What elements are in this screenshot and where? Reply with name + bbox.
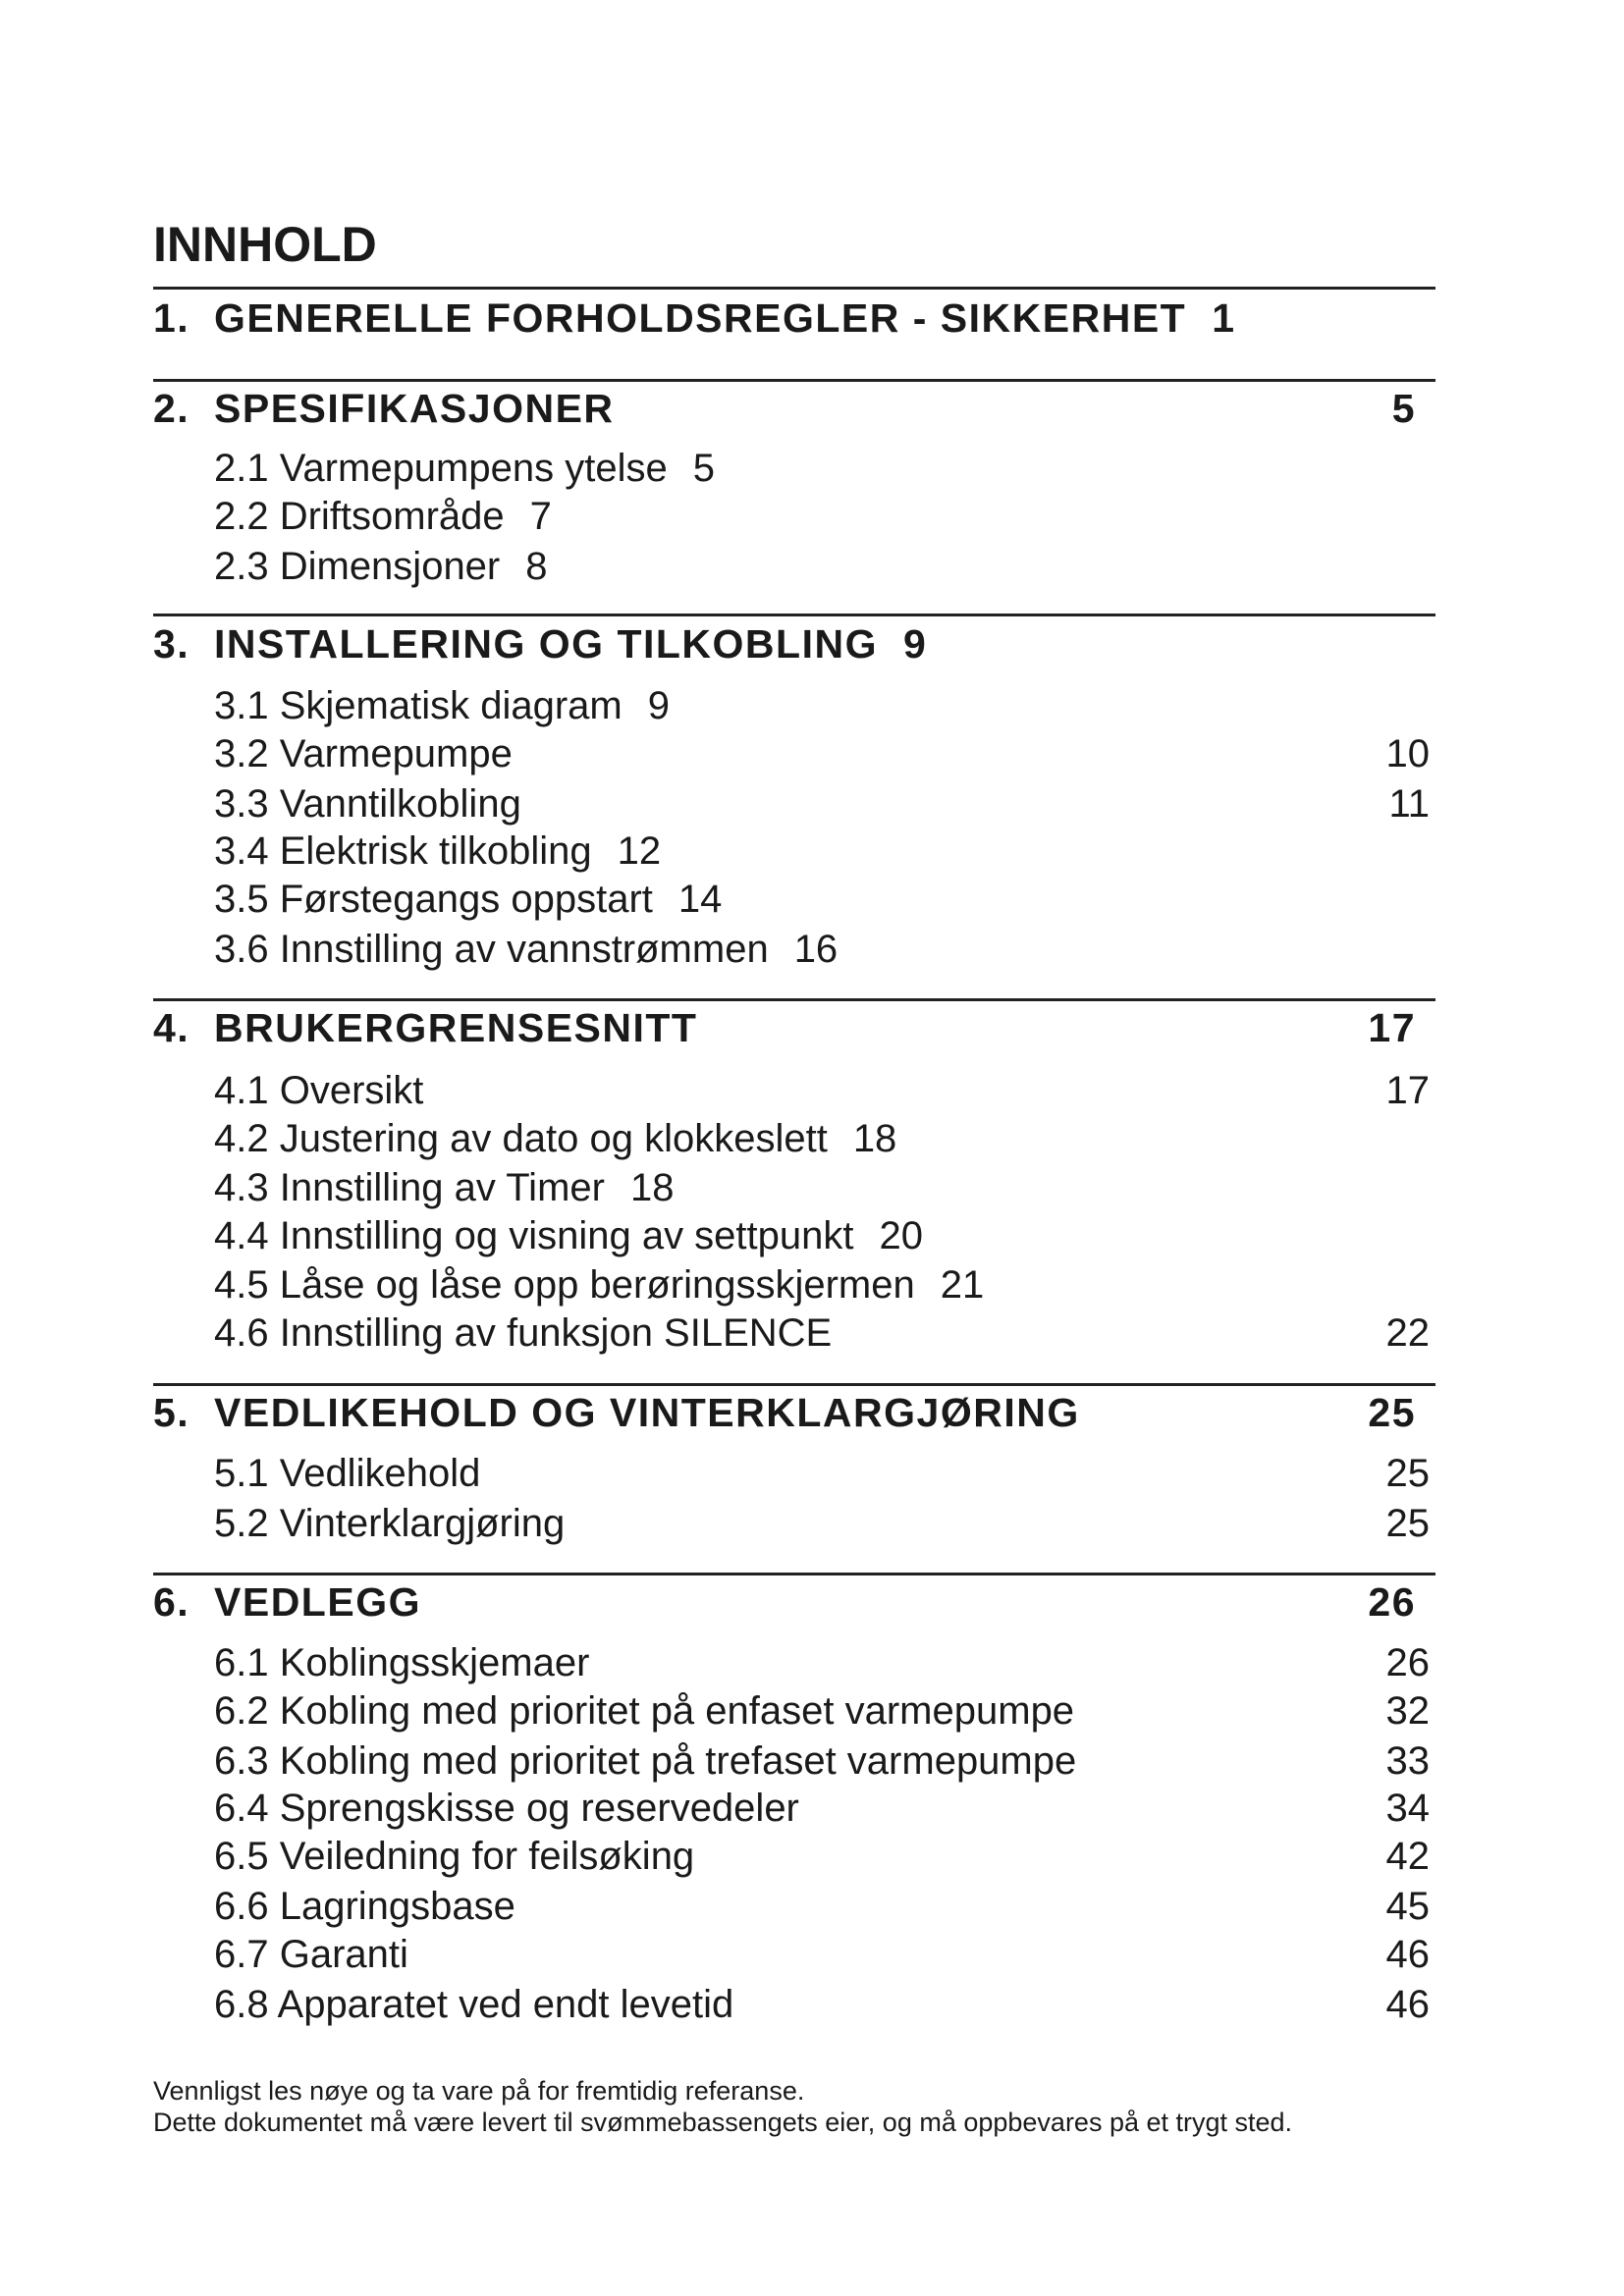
subsection-page-number: 17 — [1385, 1069, 1430, 1112]
section-divider — [153, 287, 1435, 290]
toc-subsection[interactable] — [214, 876, 1439, 923]
subsection-page-number: 34 — [1385, 1787, 1430, 1830]
subsection-label: 6.7 Garanti — [214, 1933, 408, 1976]
toc-subsection[interactable] — [214, 493, 1439, 540]
section-number: 6. — [153, 1579, 190, 1625]
subsection-label: 6.8 Apparatet ved endt levetid — [214, 1983, 734, 2026]
subsection-page-number: 25 — [1385, 1452, 1430, 1495]
subsection-page-number: 45 — [1385, 1885, 1430, 1928]
subsection-label: 6.1 Koblingsskjemaer — [214, 1641, 590, 1684]
section-number: 5. — [153, 1390, 190, 1435]
toc-subsection[interactable] — [214, 1164, 1439, 1211]
subsection-label: 5.2 Vinterklargjøring — [214, 1502, 566, 1545]
section-page-number: 17 — [1368, 1005, 1416, 1050]
subsection-page-number: 18 — [629, 1166, 675, 1209]
section-page-number: 1 — [1212, 295, 1236, 341]
toc-subsection[interactable] — [214, 1833, 1439, 1880]
subsection-label: 4.4 Innstilling og visning av settpunkt — [214, 1214, 854, 1257]
toc-subsection[interactable] — [214, 1450, 1439, 1497]
section-page-number: 26 — [1368, 1579, 1416, 1625]
section-divider — [153, 1573, 1435, 1575]
subsection-label: 3.4 Elektrisk tilkobling — [214, 829, 592, 873]
section-divider — [153, 379, 1435, 382]
section-page-number: 5 — [1391, 386, 1416, 431]
subsection-page-number: 26 — [1385, 1641, 1430, 1684]
subsection-label: 6.3 Kobling med prioritet på trefaset varmepumpe — [214, 1739, 1077, 1783]
toc-title: INNHOLD — [153, 217, 377, 272]
subsection-label: 4.5 Låse og låse opp berøringsskjermen — [214, 1263, 915, 1307]
section-number: 4. — [153, 1005, 190, 1050]
toc-section-2[interactable] — [153, 383, 1439, 434]
toc-subsection[interactable] — [214, 682, 1439, 729]
toc-subsection[interactable] — [214, 1687, 1439, 1735]
section-divider — [153, 614, 1435, 616]
toc-subsection[interactable] — [214, 1639, 1439, 1686]
subsection-label: 2.2 Driftsområde — [214, 495, 505, 538]
subsection-label: 3.5 Førstegangs oppstart — [214, 878, 653, 921]
subsection-page-number: 46 — [1385, 1983, 1430, 2026]
section-number: 2. — [153, 386, 190, 431]
subsection-page-number: 46 — [1385, 1933, 1430, 1976]
section-page-number: 9 — [902, 621, 928, 667]
subsection-page-number: 22 — [1385, 1311, 1430, 1355]
toc-section-3[interactable] — [153, 618, 1439, 669]
subsection-label: 3.3 Vanntilkobling — [214, 782, 521, 826]
toc-subsection[interactable] — [214, 730, 1439, 777]
section-title: GENERELLE FORHOLDSREGLER - SIKKERHET — [214, 295, 1187, 341]
subsection-label: 4.3 Innstilling av Timer — [214, 1166, 605, 1209]
subsection-page-number: 9 — [647, 684, 670, 727]
subsection-page-number: 33 — [1385, 1739, 1430, 1783]
subsection-label: 3.2 Varmepumpe — [214, 732, 513, 775]
subsection-page-number: 14 — [677, 878, 723, 921]
toc-subsection[interactable] — [214, 1785, 1439, 1832]
subsection-page-number: 18 — [852, 1117, 897, 1160]
footer-note-1: Vennligst les nøye og ta vare på for fremtidig referanse. — [153, 2076, 805, 2106]
toc-section-6[interactable] — [153, 1576, 1439, 1628]
subsection-label: 6.6 Lagringsbase — [214, 1885, 515, 1928]
toc-subsection[interactable] — [214, 926, 1439, 973]
subsection-page-number: 21 — [940, 1263, 985, 1307]
subsection-page-number: 5 — [692, 447, 715, 490]
toc-subsection[interactable] — [214, 1309, 1439, 1357]
toc-subsection[interactable] — [214, 1883, 1439, 1930]
subsection-label: 4.1 Oversikt — [214, 1069, 424, 1112]
subsection-label: 4.2 Justering av dato og klokkeslett — [214, 1117, 828, 1160]
toc-subsection[interactable] — [214, 1737, 1439, 1785]
subsection-page-number: 25 — [1385, 1502, 1430, 1545]
subsection-label: 3.1 Skjematisk diagram — [214, 684, 623, 727]
toc-section-1[interactable] — [153, 293, 1439, 344]
toc-subsection[interactable] — [214, 780, 1439, 828]
toc-subsection[interactable] — [214, 828, 1439, 875]
toc-subsection[interactable] — [214, 1067, 1439, 1114]
subsection-label: 2.1 Varmepumpens ytelse — [214, 447, 668, 490]
toc-subsection[interactable] — [214, 1261, 1439, 1308]
subsection-page-number: 16 — [793, 928, 839, 971]
toc-subsection[interactable] — [214, 1931, 1439, 1978]
subsection-label: 6.2 Kobling med prioritet på enfaset varmepumpe — [214, 1689, 1075, 1733]
subsection-page-number: 7 — [529, 495, 552, 538]
toc-subsection[interactable] — [214, 445, 1439, 492]
subsection-page-number: 8 — [525, 545, 548, 588]
subsection-page-number: 42 — [1385, 1835, 1430, 1878]
section-page-number: 25 — [1368, 1390, 1416, 1435]
subsection-label: 4.6 Innstilling av funksjon SILENCE — [214, 1311, 833, 1355]
toc-subsection[interactable] — [214, 543, 1439, 590]
section-number: 1. — [153, 295, 190, 341]
subsection-label: 6.5 Veiledning for feilsøking — [214, 1835, 695, 1878]
subsection-page-number: 11 — [1388, 782, 1430, 826]
subsection-label: 3.6 Innstilling av vannstrømmen — [214, 928, 769, 971]
toc-subsection[interactable] — [214, 1212, 1439, 1259]
section-title: VEDLIKEHOLD OG VINTERKLARGJØRING — [214, 1390, 1080, 1435]
subsection-page-number: 20 — [879, 1214, 924, 1257]
toc-subsection[interactable] — [214, 1981, 1439, 2028]
section-divider — [153, 1383, 1435, 1386]
subsection-page-number: 12 — [617, 829, 662, 873]
subsection-label: 6.4 Sprengskisse og reservedeler — [214, 1787, 799, 1830]
section-divider — [153, 998, 1435, 1001]
subsection-label: 2.3 Dimensjoner — [214, 545, 501, 588]
section-title: BRUKERGRENSESNITT — [214, 1005, 698, 1050]
section-number: 3. — [153, 621, 190, 667]
section-title: VEDLEGG — [214, 1579, 421, 1625]
section-title: INSTALLERING OG TILKOBLING — [214, 621, 878, 667]
toc-subsection[interactable] — [214, 1115, 1439, 1162]
footer-note-2: Dette dokumentet må være levert til svømmebassengets eier, og må oppbevares på et trygt sted. — [153, 2108, 1293, 2137]
subsection-page-number: 32 — [1385, 1689, 1430, 1733]
subsection-label: 5.1 Vedlikehold — [214, 1452, 481, 1495]
toc-section-5[interactable] — [153, 1387, 1439, 1438]
section-title: SPESIFIKASJONER — [214, 386, 615, 431]
toc-section-4[interactable] — [153, 1002, 1439, 1053]
toc-subsection[interactable] — [214, 1500, 1439, 1547]
subsection-page-number: 10 — [1385, 732, 1430, 775]
